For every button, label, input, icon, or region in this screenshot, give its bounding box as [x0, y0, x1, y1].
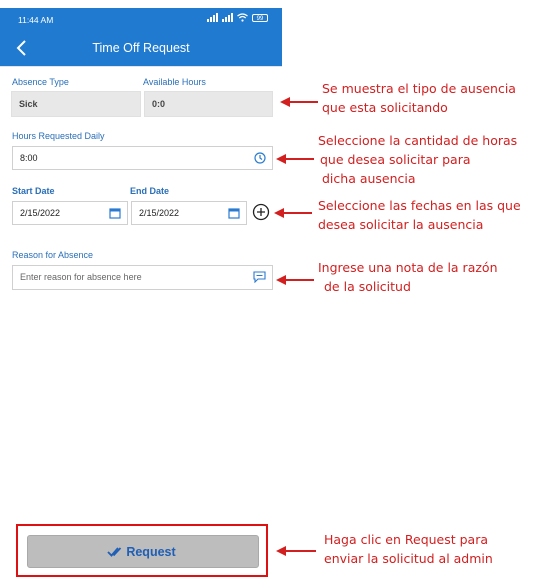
calendar-icon[interactable] — [109, 207, 121, 219]
annotation-line: que desea solicitar para — [320, 152, 471, 167]
reason-input[interactable] — [12, 265, 273, 290]
request-button-label: Request — [126, 545, 176, 559]
annotation-arrow — [274, 207, 314, 219]
end-date-label: End Date — [130, 186, 170, 196]
end-date-value: 2/15/2022 — [139, 208, 180, 218]
annotation-line: Seleccione las fechas en las que — [318, 198, 521, 213]
calendar-icon[interactable] — [228, 207, 240, 219]
annotation-line: Haga clic en Request para — [324, 532, 489, 547]
signal-icon — [222, 13, 233, 22]
annotation-line: de la solicitud — [324, 279, 411, 294]
annotation-note — [324, 530, 493, 568]
annotation-note — [322, 79, 516, 117]
status-icons — [207, 13, 268, 22]
request-highlight-box — [16, 524, 268, 577]
message-icon[interactable] — [253, 271, 266, 283]
reason-label: Reason for Absence — [12, 250, 94, 260]
start-date-field[interactable] — [12, 201, 128, 225]
annotation-note — [318, 196, 521, 234]
status-bar — [0, 8, 282, 30]
absence-type-label: Absence Type — [12, 77, 69, 87]
end-date-field[interactable] — [131, 201, 247, 225]
clock-icon[interactable] — [254, 152, 266, 164]
annotation-arrow — [280, 96, 320, 108]
annotation-note — [318, 258, 498, 296]
absence-type-field: Sick — [11, 91, 141, 117]
annotation-line: Ingrese una nota de la razón — [318, 260, 498, 275]
annotation-line: Se muestra el tipo de ausencia — [322, 81, 516, 96]
page-title: Time Off Request — [92, 41, 190, 55]
annotation-line: dicha ausencia — [322, 171, 416, 186]
annotation-arrow — [276, 545, 318, 557]
annotation-line: desea solicitar la ausencia — [318, 217, 484, 232]
start-date-value: 2/15/2022 — [20, 208, 61, 218]
annotation-arrow — [276, 153, 316, 165]
add-circle-icon[interactable] — [252, 203, 270, 221]
hours-requested-value: 8:00 — [20, 153, 38, 163]
available-hours-field: 0:0 — [144, 91, 273, 117]
battery-icon: 99 — [252, 14, 268, 22]
divider — [0, 66, 282, 67]
annotation-note — [318, 131, 517, 188]
annotation-line: Seleccione la cantidad de horas — [318, 133, 518, 148]
app-bar — [0, 30, 282, 66]
signal-icon — [207, 13, 218, 22]
status-time: 11:44 AM — [18, 15, 54, 25]
annotation-line: enviar la solicitud al admin — [324, 551, 493, 566]
annotation-line: que esta solicitando — [322, 100, 448, 115]
hours-requested-label: Hours Requested Daily — [12, 131, 105, 141]
wifi-icon — [237, 13, 248, 22]
hours-requested-field[interactable] — [12, 146, 273, 170]
reason-placeholder: Enter reason for absence here — [20, 272, 142, 282]
start-date-label: Start Date — [12, 186, 55, 196]
annotation-arrow — [276, 274, 316, 286]
available-hours-label: Available Hours — [143, 77, 206, 87]
request-button[interactable] — [27, 535, 259, 568]
